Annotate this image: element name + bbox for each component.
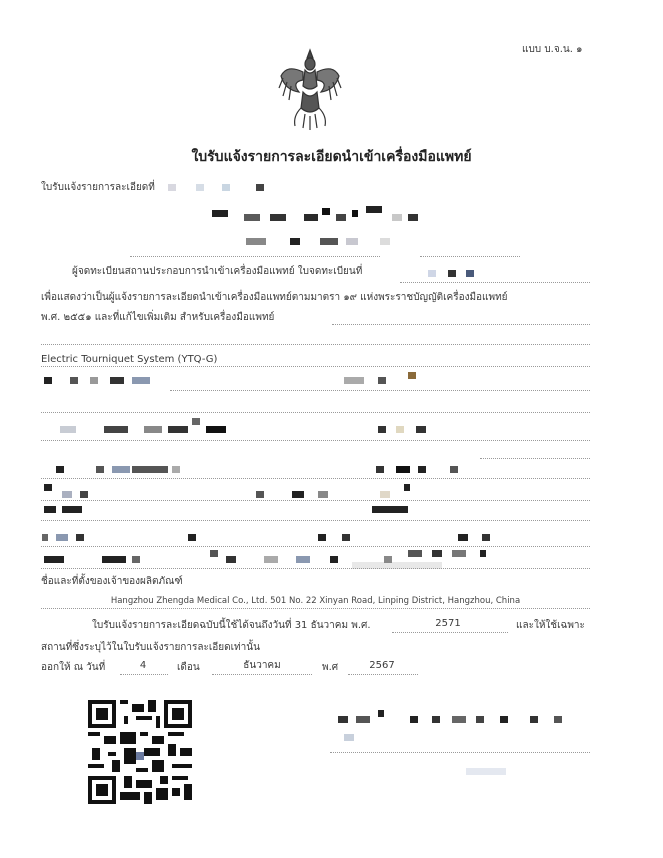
- device-name: Electric Tourniquet System (YTQ-G): [41, 354, 218, 365]
- redacted-block: [418, 466, 426, 473]
- redacted-block: [466, 768, 506, 775]
- redacted-block: [428, 270, 436, 277]
- redacted-block: [336, 214, 346, 221]
- redacted-block: [44, 484, 52, 491]
- issued-year: 2567: [369, 660, 395, 671]
- dotted-line: [41, 478, 590, 479]
- validity-line2: สถานที่ซึ่งระบุไว้ในใบรับแจ้งรายการละเอียดเท่านั้น: [41, 642, 260, 653]
- redacted-block: [304, 214, 318, 221]
- validity-year: 2571: [435, 618, 461, 629]
- redacted-block: [296, 556, 310, 563]
- redacted-block: [188, 534, 196, 541]
- redacted-block: [380, 238, 390, 245]
- redacted-block: [466, 270, 474, 277]
- dotted-line: [400, 282, 590, 283]
- redacted-block: [102, 556, 126, 563]
- redacted-block: [56, 466, 64, 473]
- redacted-block: [44, 377, 52, 384]
- redacted-block: [196, 184, 204, 191]
- redacted-block: [372, 506, 408, 513]
- dotted-line: [330, 752, 590, 753]
- redacted-block: [192, 418, 200, 425]
- redacted-block: [380, 491, 390, 498]
- redacted-block: [104, 426, 128, 433]
- dotted-line: [130, 256, 380, 257]
- redacted-block: [480, 550, 486, 557]
- redacted-block: [56, 534, 68, 541]
- redacted-block: [256, 184, 264, 191]
- redacted-block: [168, 426, 188, 433]
- redacted-block: [132, 556, 140, 563]
- validity-suffix: และให้ใช้เฉพาะ: [516, 620, 585, 631]
- manufacturer-value: Hangzhou Zhengda Medical Co., Ltd. 501 No. 22 Xinyan Road, Linping District, Hangzhou, China: [110, 596, 521, 606]
- garuda-emblem-icon: [277, 46, 343, 132]
- dotted-line: [41, 500, 590, 501]
- redacted-block: [290, 238, 300, 245]
- dotted-line: [41, 412, 590, 413]
- dotted-line: [41, 568, 590, 569]
- redacted-block: [76, 534, 84, 541]
- dotted-line: [41, 366, 590, 367]
- redacted-block: [452, 550, 466, 557]
- redacted-block: [342, 534, 350, 541]
- redacted-block: [168, 184, 176, 191]
- redacted-block: [80, 491, 88, 498]
- redacted-block: [450, 466, 458, 473]
- redacted-block: [172, 466, 180, 473]
- redacted-block: [432, 550, 442, 557]
- issued-label: ออกให้ ณ วันที่: [41, 662, 106, 673]
- redacted-block: [500, 716, 508, 723]
- redacted-block: [396, 426, 404, 433]
- redacted-block: [376, 466, 384, 473]
- redacted-block: [44, 556, 64, 563]
- redacted-block: [344, 734, 354, 741]
- redacted-block: [408, 372, 416, 379]
- redacted-block: [346, 238, 358, 245]
- redacted-block: [396, 466, 410, 473]
- redacted-block: [62, 506, 82, 513]
- para1-line2: เพื่อแสดงว่าเป็นผู้แจ้งรายการละเอียดนำเข้าเครื่องมือแพทย์ตามมาตรา ๑๙ แห่งพระราชบัญญัติเครื่องมือแพทย์: [41, 292, 508, 303]
- redacted-block: [256, 491, 264, 498]
- redacted-block: [404, 484, 410, 491]
- redacted-block: [96, 466, 104, 473]
- redacted-block: [482, 534, 490, 541]
- para1-line3: พ.ศ. ๒๕๕๑ และที่แก้ไขเพิ่มเติม สำหรับเครื่องมือแพทย์: [41, 312, 275, 323]
- month-label: เดือน: [177, 662, 200, 673]
- dotted-line: [41, 344, 590, 345]
- redacted-block: [132, 466, 168, 473]
- redacted-block: [70, 377, 78, 384]
- redacted-block: [476, 716, 484, 723]
- redacted-block: [270, 214, 286, 221]
- redacted-block: [226, 556, 236, 563]
- dotted-line: [392, 632, 508, 633]
- form-code: แบบ บ.จ.น. ๑: [522, 44, 583, 55]
- dotted-line: [332, 324, 590, 325]
- redacted-block: [338, 716, 348, 723]
- issued-day: 4: [139, 660, 147, 671]
- dotted-line: [41, 546, 590, 547]
- redacted-block: [344, 377, 364, 384]
- redacted-block: [408, 550, 422, 557]
- dotted-line: [170, 390, 590, 391]
- year-label: พ.ศ: [322, 662, 339, 673]
- redacted-block: [144, 426, 162, 433]
- redacted-block: [554, 716, 562, 723]
- redacted-block: [292, 491, 304, 498]
- redacted-block: [322, 208, 330, 215]
- redacted-block: [320, 238, 338, 245]
- redacted-block: [44, 506, 56, 513]
- redacted-block: [244, 214, 260, 221]
- dotted-line: [41, 520, 590, 521]
- qr-code-icon: [88, 700, 192, 804]
- para1-line1: ผู้จดทะเบียนสถานประกอบการนำเข้าเครื่องมือแพทย์ ใบจดทะเบียนที่: [72, 266, 363, 277]
- redacted-block: [62, 491, 72, 498]
- redacted-block: [530, 716, 538, 723]
- redacted-block: [212, 210, 228, 217]
- redacted-block: [416, 426, 426, 433]
- redacted-block: [452, 716, 466, 723]
- dotted-line: [41, 440, 590, 441]
- validity-text: ใบรับแจ้งรายการละเอียดฉบับนี้ใช้ได้จนถึงวันที่ 31 ธันวาคม พ.ศ.: [92, 620, 371, 631]
- redacted-block: [246, 238, 266, 245]
- dotted-line: [120, 674, 168, 675]
- redacted-block: [318, 534, 326, 541]
- dotted-line: [420, 256, 520, 257]
- redacted-block: [392, 214, 402, 221]
- redacted-block: [352, 210, 358, 217]
- redacted-block: [222, 184, 230, 191]
- page-title: ใบรับแจ้งรายการละเอียดนำเข้าเครื่องมือแพทย์: [191, 149, 472, 165]
- redacted-block: [132, 377, 150, 384]
- redacted-block: [110, 377, 124, 384]
- redacted-block: [378, 426, 386, 433]
- dotted-line: [212, 674, 312, 675]
- redacted-block: [384, 556, 392, 563]
- redacted-block: [264, 556, 278, 563]
- receipt-no-label: ใบรับแจ้งรายการละเอียดที่: [41, 182, 155, 193]
- redacted-block: [90, 377, 98, 384]
- manufacturer-label: ชื่อและที่ตั้งของเจ้าของผลิตภัณฑ์: [41, 576, 183, 587]
- redacted-block: [366, 206, 382, 213]
- redacted-block: [330, 556, 338, 563]
- dotted-line: [41, 608, 590, 609]
- redacted-block: [378, 377, 386, 384]
- redacted-block: [112, 466, 130, 473]
- issued-month: ธันวาคม: [243, 660, 281, 671]
- redacted-block: [408, 214, 418, 221]
- redacted-block: [60, 426, 76, 433]
- redacted-block: [448, 270, 456, 277]
- redacted-block: [210, 550, 218, 557]
- redacted-block: [378, 710, 384, 717]
- dotted-line: [480, 458, 590, 459]
- redacted-block: [458, 534, 468, 541]
- dotted-line: [348, 674, 418, 675]
- redacted-block: [42, 534, 48, 541]
- redacted-block: [318, 491, 328, 498]
- redacted-block: [356, 716, 370, 723]
- redacted-block: [432, 716, 440, 723]
- redacted-block: [410, 716, 418, 723]
- redacted-block: [206, 426, 226, 433]
